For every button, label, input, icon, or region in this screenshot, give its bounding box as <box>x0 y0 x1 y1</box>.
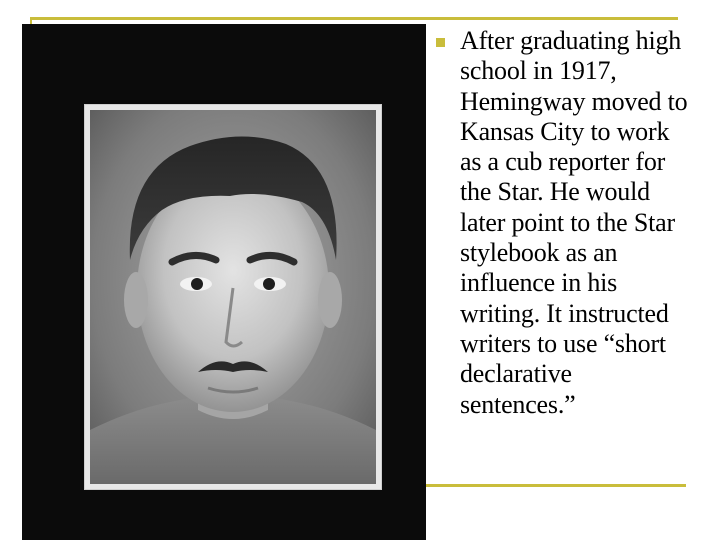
bullet-text: After graduating high school in 1917, Hemingway moved to Kansas City to work as a cub reporter for the Star. He would later point to the Star stylebook as an influence in his writing. It instructed writers to use “short declarative sentences.” <box>460 26 688 419</box>
portrait-right-ear <box>318 272 342 328</box>
portrait-photo <box>90 110 376 484</box>
top-rule-line <box>30 17 678 20</box>
bottom-rule-line <box>425 484 686 487</box>
portrait-photo-mat <box>84 104 382 490</box>
portrait-left-ear <box>124 272 148 328</box>
portrait-right-pupil <box>263 278 275 290</box>
portrait-photo-frame <box>22 24 426 540</box>
bullet-square-icon <box>436 38 445 47</box>
portrait-left-pupil <box>191 278 203 290</box>
portrait-photo-icon <box>90 110 376 484</box>
